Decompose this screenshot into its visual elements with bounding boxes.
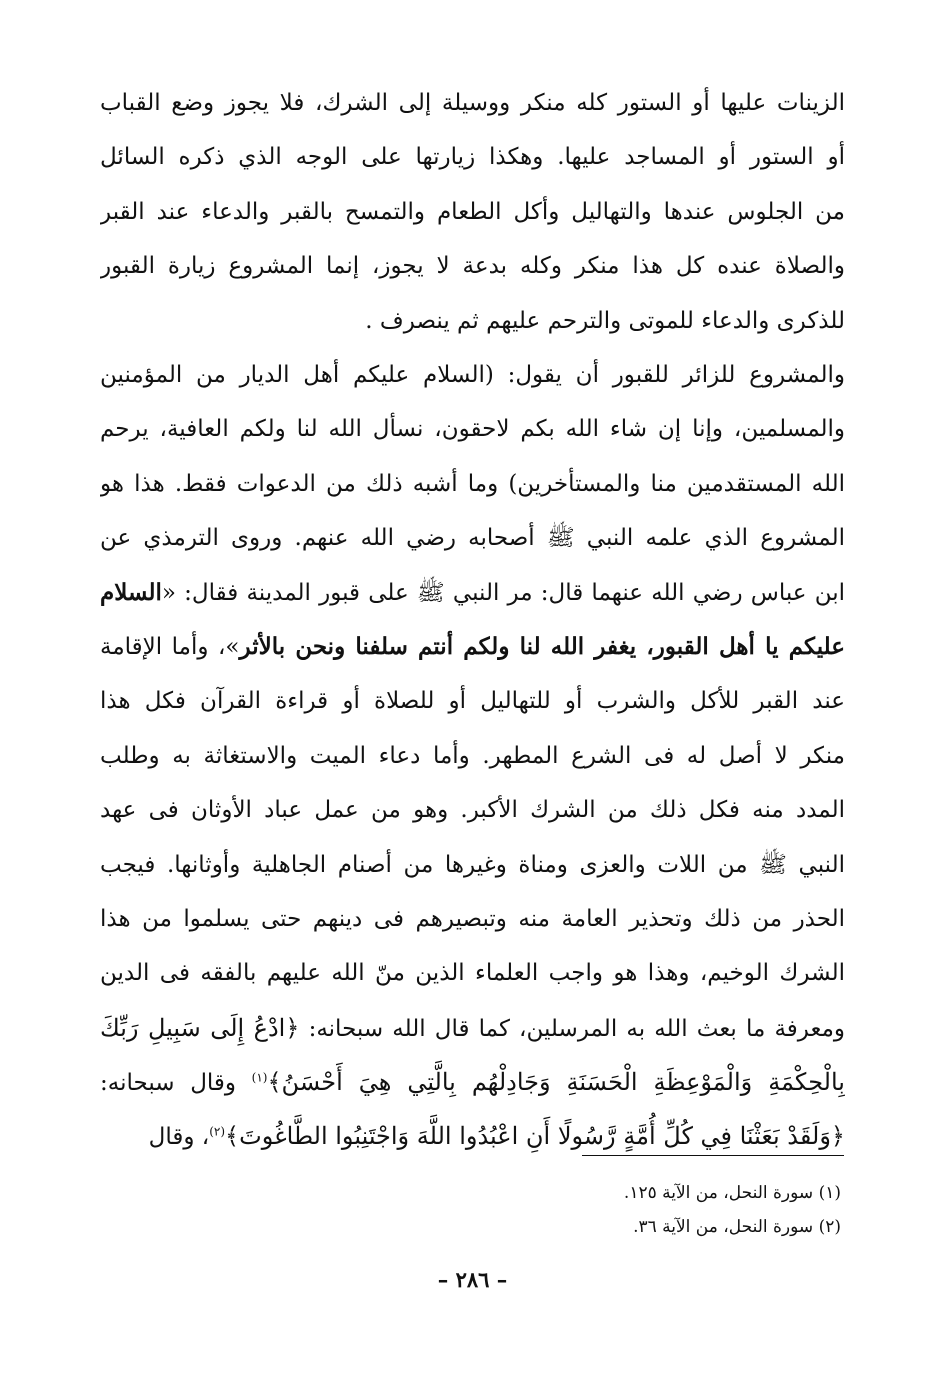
- text-line: [100, 348, 845, 402]
- text-line: [100, 294, 845, 348]
- footnote-1: (١) سورة النحل، من الآية ١٢٥.: [623, 1183, 841, 1203]
- quran-verse: بِالْحِكْمَةِ وَالْمَوْعِظَةِ الْحَسَنَةِ وَجَادِلْهُم بِالَّتِي هِيَ أَحْسَنُ﴾: [267, 1068, 845, 1097]
- text-segment: الشرك الوخيم، وهذا هو واجب العلماء الذين منّ الله عليهم بالفقه فى الدين: [100, 960, 845, 987]
- text-segment: والمشروع للزائر للقبور أن يقول: (السلام عليكم أهل الديار من المؤمنين: [100, 362, 845, 388]
- hadith-text: السلام: [100, 578, 162, 606]
- paragraph-1: [100, 76, 845, 348]
- text-segment: الحذر من ذلك وتحذير العامة منه وتبصيرهم فى دينهم حتى يسلموا من هذا: [100, 905, 845, 932]
- text-line: [100, 892, 845, 946]
- footnote-2: (٢) سورة النحل، من الآية ٣٦.: [633, 1217, 841, 1237]
- text-segment: ومعرفة ما بعث الله به المرسلين، كما قال الله سبحانه:: [299, 1015, 845, 1042]
- text-segment: والمسلمين، وإنا إن شاء الله بكم لاحقون، نسأل الله لنا ولكم العافية، يرحم: [100, 416, 845, 443]
- text-segment: أو الستور أو المساجد عليها. وهكذا زيارتها على الوجه الذي ذكره السائل: [100, 144, 845, 171]
- text-segment: وقال سبحانه:: [100, 1070, 252, 1097]
- text-line: [100, 946, 845, 1000]
- text-segment: المشروع الذي علمه النبي ﷺ أصحابه رضي الله عنهم. وروى الترمذي عن: [100, 525, 845, 552]
- text-segment: ابن عباس رضي الله عنهما قال: مر النبي ﷺ على قبور المدينة فقال: «: [161, 579, 845, 606]
- text-segment: الله المستقدمين منا والمستأخرين) وما أشبه ذلك من الدعوات فقط. هذا هو: [100, 470, 845, 497]
- text-line: [100, 402, 845, 456]
- footnote-separator: [582, 1155, 844, 1156]
- text-line: [100, 566, 845, 620]
- text-segment: ، وقال: [148, 1124, 210, 1151]
- text-line: [100, 674, 845, 728]
- text-line: [100, 1055, 845, 1109]
- text-segment: الزينات عليها أو الستور كله منكر ووسيلة إلى الشرك، فلا يجوز وضع القباب: [100, 90, 845, 116]
- footnote-marker: (١): [251, 1070, 268, 1085]
- text-line: [100, 729, 845, 783]
- text-line: [100, 838, 845, 892]
- text-line: [100, 185, 845, 239]
- text-line: [100, 783, 845, 837]
- quran-verse: ﴿وَلَقَدْ بَعَثْنَا فِي كُلِّ أُمَّةٍ رَّسُولًا أَنِ اعْبُدُوا اللَّهَ وَاجْتَنِبُوا الطَّاغُوتَ﴾: [225, 1122, 845, 1151]
- text-line: [100, 130, 845, 184]
- text-segment: »، وأما الإقامة: [100, 633, 240, 660]
- text-segment: المدد منه فكل ذلك من الشرك الأكبر. وهو من عمل عباد الأوثان فى عهد: [100, 797, 845, 824]
- text-line: [100, 620, 845, 674]
- text-line: [100, 76, 845, 130]
- text-segment: للذكرى والدعاء للموتى والترحم عليهم ثم ينصرف .: [365, 307, 845, 334]
- text-segment: منكر لا أصل له فى الشرع المطهر. وأما دعاء الميت والاستغاثة به وطلب: [100, 742, 845, 769]
- text-line: [100, 511, 845, 565]
- text-line: [100, 457, 845, 511]
- page-number: – ٢٨٦ –: [437, 1267, 508, 1292]
- text-line: [100, 1001, 845, 1055]
- text-segment: من الجلوس عندها والتهاليل وأكل الطعام والتمسح بالقبر والدعاء عند القبر: [100, 198, 845, 225]
- text-line: [100, 239, 845, 293]
- quran-verse: ﴿ادْعُ إِلَى سَبِيلِ رَبِّكَ: [100, 1013, 300, 1042]
- text-segment: والصلاة عنده كل هذا منكر وكله بدعة لا يجوز، إنما المشروع زيارة القبور: [100, 253, 845, 280]
- footnote-marker: (٢): [209, 1124, 226, 1139]
- text-segment: النبي ﷺ من اللات والعزى ومناة وغيرها من أصنام الجاهلية وأوثانها. فيجب: [100, 851, 845, 878]
- text-segment: عند القبر للأكل والشرب أو للتهاليل أو للصلاة أو قراءة القرآن فكل هذا: [100, 688, 845, 715]
- paragraph-2: [100, 348, 845, 1164]
- hadith-text: عليكم يا أهل القبور، يغفر الله لنا ولكم أنتم سلفنا ونحن بالأثر: [239, 632, 845, 660]
